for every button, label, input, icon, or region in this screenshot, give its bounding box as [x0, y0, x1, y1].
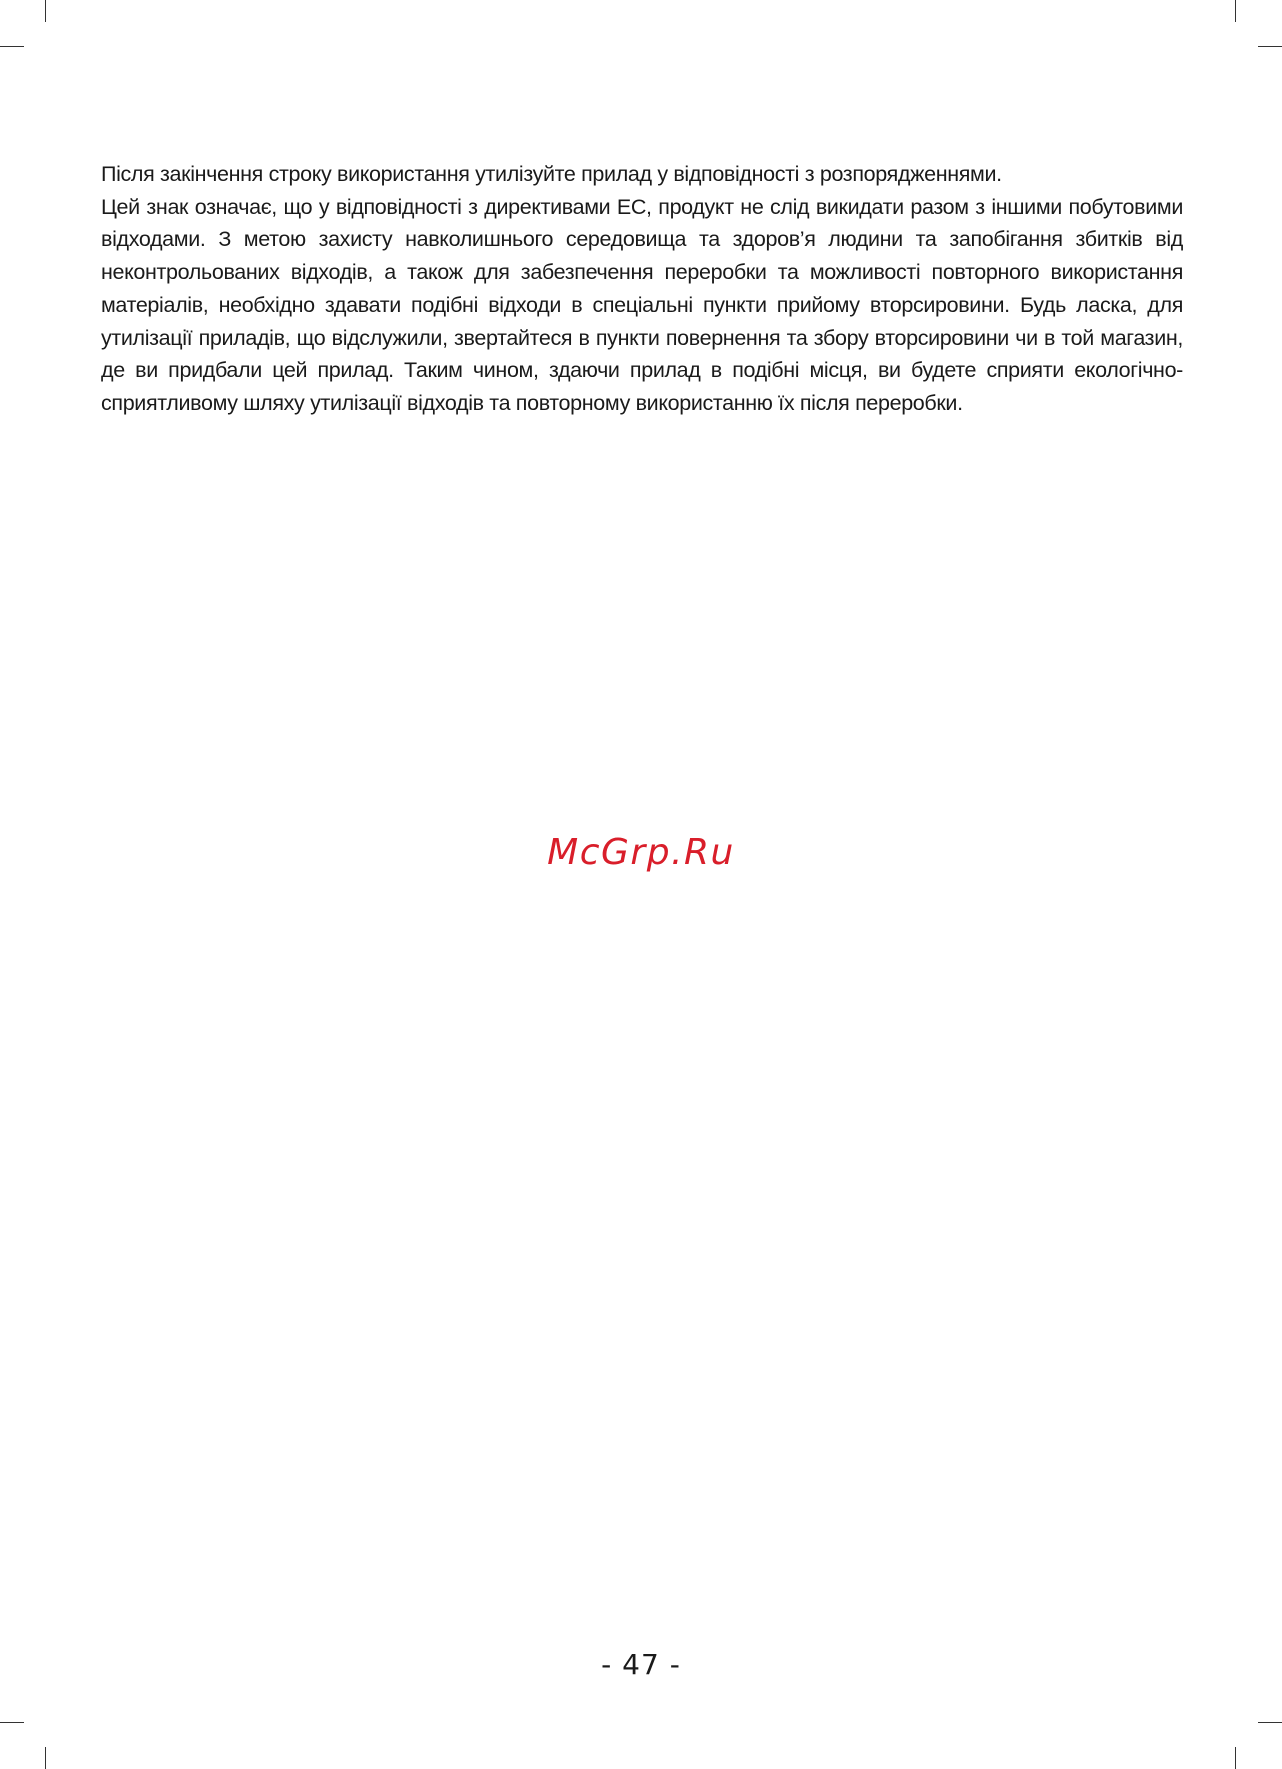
crop-mark-top-left-vertical — [45, 0, 46, 22]
crop-mark-bottom-right-vertical — [1235, 1747, 1236, 1769]
crop-mark-bottom-left-vertical — [45, 1747, 46, 1769]
crop-mark-top-right-vertical — [1235, 0, 1236, 22]
paragraph-disposal-intro: Після закінчення строку використання утилізуйте прилад у відповідності з розпорядженнями. — [101, 162, 1002, 186]
crop-mark-bottom-right-horizontal — [1258, 1722, 1282, 1723]
page-number: - 47 - — [601, 1648, 681, 1681]
crop-mark-top-left-horizontal — [0, 46, 24, 47]
crop-mark-top-right-horizontal — [1258, 46, 1282, 47]
body-text — [101, 158, 1183, 420]
paragraph-weee-directive: Цей знак означає, що у відповідності з директивами ЕС, продукт не слід викидати разом з іншими побутовими відходами. З метою захисту навколишнього середовища та здоров’я людини та запобігання збитків від неконтрольованих відходів, а також для забезпечення переробки та можливості повторного використання матеріалів, необхідно здавати подібні відходи в спеціальні пункти прийому вторсировини. Будь ласка, для утилізації приладів, що відслужили, звертайтеся в пункти повернення та збору вторсировини чи в той магазин, де ви придбали цей прилад. Таким чином, здаючи прилад в подібні місця, ви будете сприяти екологічно-сприятливому шляху утилізації відходів та повторному використанню їх після переробки. — [101, 194, 1183, 415]
crop-mark-bottom-left-horizontal — [0, 1722, 24, 1723]
watermark: McGrp.Ru — [547, 832, 735, 873]
